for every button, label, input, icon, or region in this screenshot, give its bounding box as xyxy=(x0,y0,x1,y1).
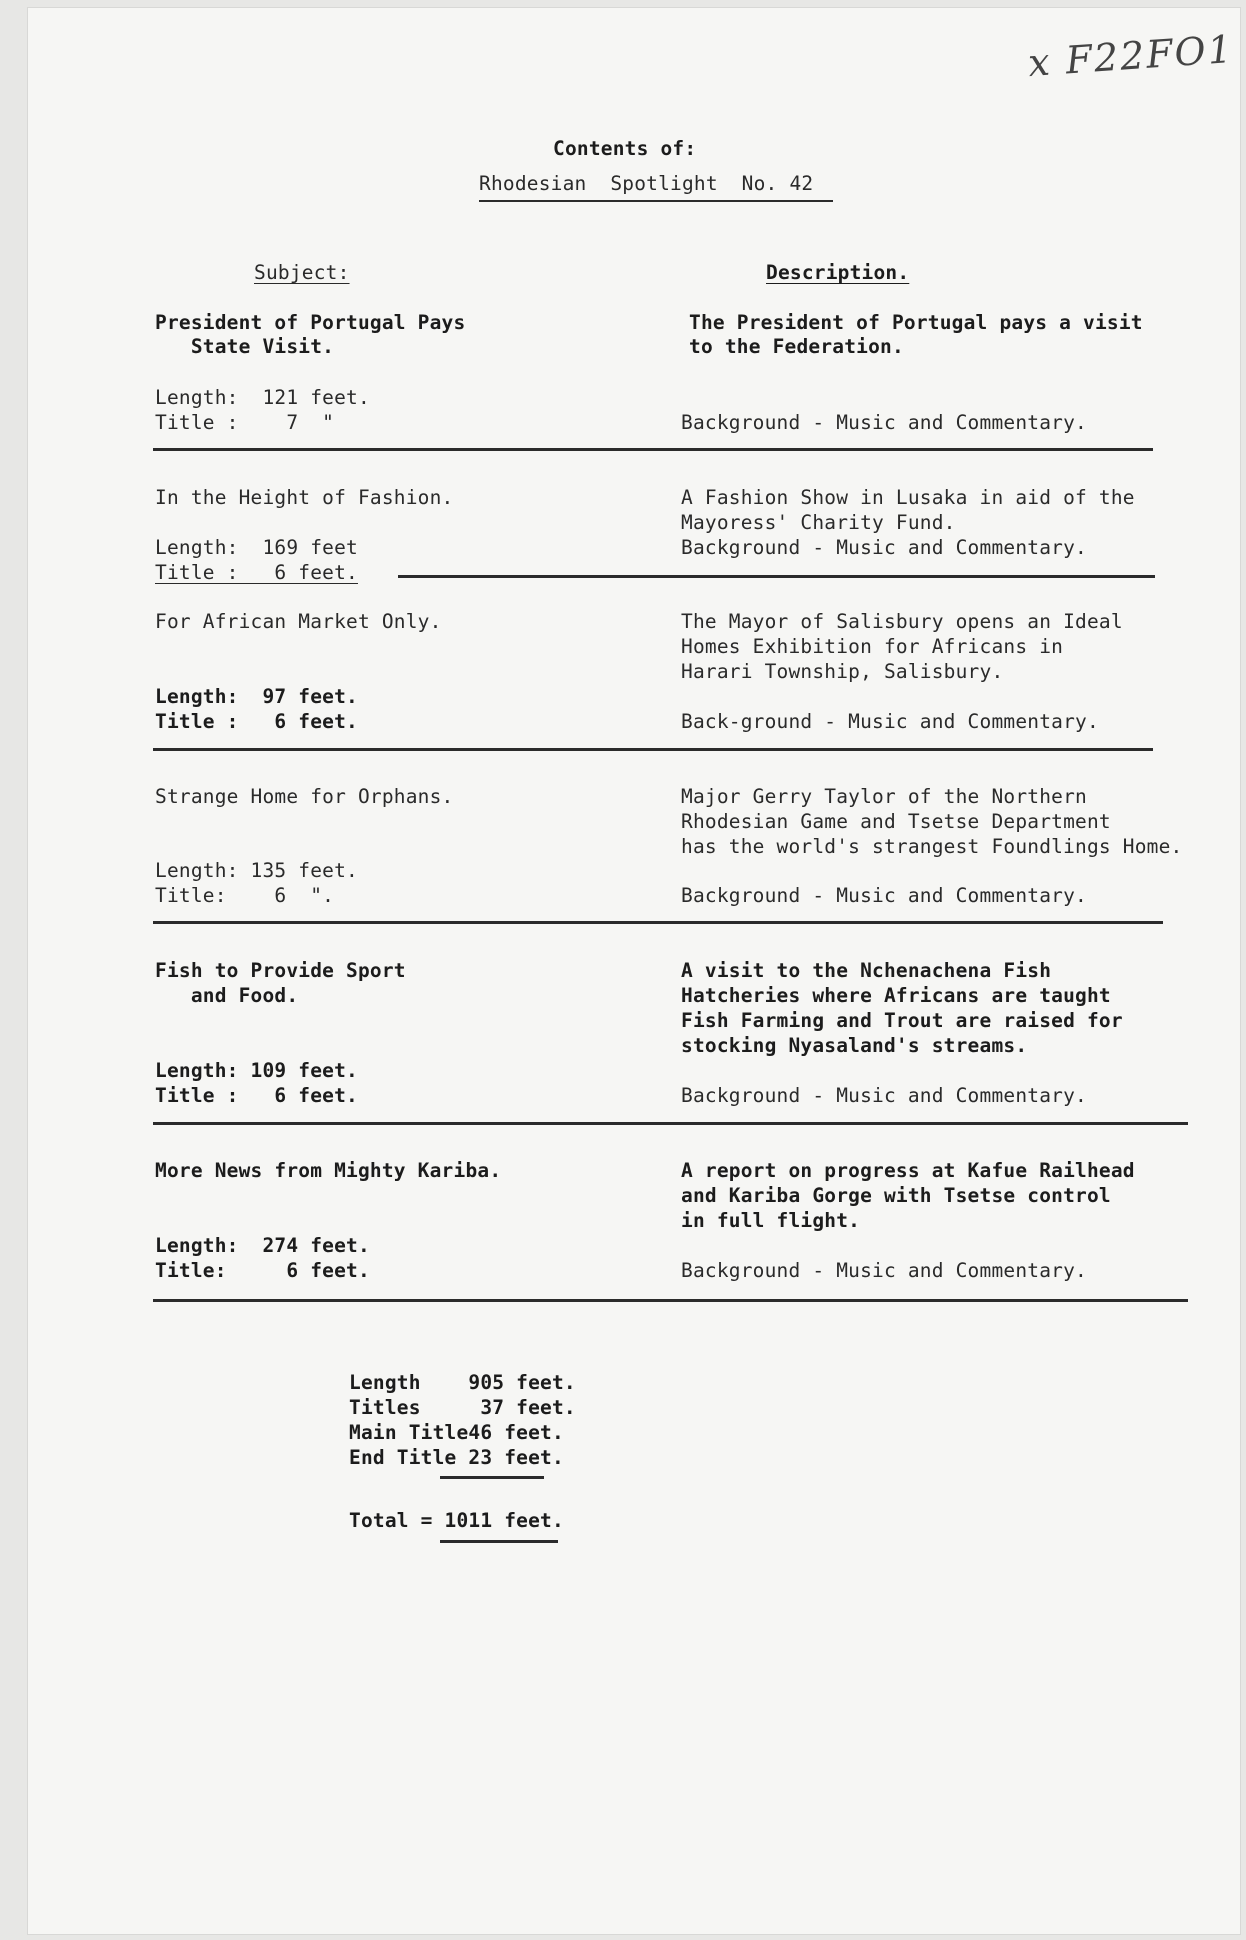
header-title: Contents of: xyxy=(553,137,697,160)
item-5-description-line-3: Fish Farming and Trout are raised for xyxy=(681,1009,1123,1032)
item-2-title: Title : 6 feet. xyxy=(155,561,358,584)
item-1-divider xyxy=(153,448,1153,451)
totals-length: Length 905 feet. xyxy=(349,1371,576,1394)
item-2-divider xyxy=(398,575,1155,578)
item-6-divider xyxy=(153,1299,1188,1302)
item-6-description-line-3: in full flight. xyxy=(681,1209,861,1232)
totals-titles: Titles 37 feet. xyxy=(349,1396,576,1419)
item-1-length: Length: 121 feet. xyxy=(155,386,370,409)
totals-subtotal-rule xyxy=(440,1476,544,1479)
item-5-title: Title : 6 feet. xyxy=(155,1084,358,1107)
item-4-description-line-3: has the world's strangest Foundlings Home. xyxy=(681,835,1183,858)
item-1-description-line-1: The President of Portugal pays a visit xyxy=(689,311,1143,334)
column-heading-description: Description. xyxy=(766,261,910,284)
item-1-background: Background - Music and Commentary. xyxy=(681,411,1087,434)
item-4-description-line-1: Major Gerry Taylor of the Northern xyxy=(681,785,1087,808)
item-6-title: Title: 6 feet. xyxy=(155,1259,370,1282)
header-underline xyxy=(479,200,833,202)
item-1-subject-line-2: State Visit. xyxy=(155,335,335,358)
item-4-title: Title: 6 ". xyxy=(155,884,335,907)
item-2-subject-line-1: In the Height of Fashion. xyxy=(155,486,454,509)
item-5-description-line-4: stocking Nyasaland's streams. xyxy=(681,1034,1028,1057)
item-3-subject-line-1: For African Market Only. xyxy=(155,610,442,633)
item-6-length: Length: 274 feet. xyxy=(155,1234,370,1257)
reference-number: x F22FO1 xyxy=(1026,26,1236,86)
item-3-background: Back-ground - Music and Commentary. xyxy=(681,710,1099,733)
item-6-description-line-2: and Kariba Gorge with Tsetse control xyxy=(681,1184,1111,1207)
item-4-subject-line-1: Strange Home for Orphans. xyxy=(155,785,454,808)
item-1-description-line-2: to the Federation. xyxy=(689,335,904,358)
item-6-description-line-1: A report on progress at Kafue Railhead xyxy=(681,1159,1135,1182)
item-5-description-line-2: Hatcheries where Africans are taught xyxy=(681,984,1111,1007)
item-4-divider xyxy=(153,921,1163,924)
item-3-description-line-1: The Mayor of Salisbury opens an Ideal xyxy=(681,610,1123,633)
item-5-background: Background - Music and Commentary. xyxy=(681,1084,1087,1107)
item-6-subject-line-1: More News from Mighty Kariba. xyxy=(155,1159,502,1182)
item-3-length: Length: 97 feet. xyxy=(155,685,358,708)
column-heading-subject: Subject: xyxy=(254,261,350,284)
item-4-length: Length: 135 feet. xyxy=(155,859,358,882)
item-3-description-line-3: Harari Township, Salisbury. xyxy=(681,660,1004,683)
item-2-background: Background - Music and Commentary. xyxy=(681,536,1087,559)
item-1-subject-line-1: President of Portugal Pays xyxy=(155,311,466,334)
item-4-description-line-2: Rhodesian Game and Tsetse Department xyxy=(681,810,1111,833)
item-2-description-line-1: A Fashion Show in Lusaka in aid of the xyxy=(681,486,1135,509)
totals-grand-total: Total = 1011 feet. xyxy=(349,1509,564,1532)
item-3-divider xyxy=(153,748,1153,751)
totals-total-rule xyxy=(440,1540,558,1543)
item-5-subject-line-2: and Food. xyxy=(155,984,299,1007)
item-4-background: Background - Music and Commentary. xyxy=(681,884,1087,907)
item-6-background: Background - Music and Commentary. xyxy=(681,1259,1087,1282)
item-5-subject-line-1: Fish to Provide Sport xyxy=(155,959,406,982)
header-subtitle: Rhodesian Spotlight No. 42 xyxy=(479,172,814,195)
item-3-title: Title : 6 feet. xyxy=(155,710,358,733)
item-1-title: Title : 7 " xyxy=(155,411,335,434)
item-3-description-line-2: Homes Exhibition for Africans in xyxy=(681,635,1064,658)
totals-end-title: End Title 23 feet. xyxy=(349,1446,564,1469)
document-page xyxy=(28,8,1240,1934)
item-2-length: Length: 169 feet xyxy=(155,536,358,559)
item-5-length: Length: 109 feet. xyxy=(155,1059,358,1082)
item-5-description-line-1: A visit to the Nchenachena Fish xyxy=(681,959,1052,982)
totals-main-title: Main Title46 feet. xyxy=(349,1421,564,1444)
item-2-description-line-2: Mayoress' Charity Fund. xyxy=(681,511,956,534)
item-5-divider xyxy=(153,1122,1188,1125)
